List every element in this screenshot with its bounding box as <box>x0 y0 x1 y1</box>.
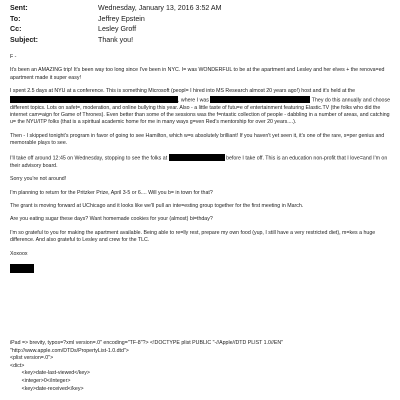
subject-value: Thank you! <box>98 35 134 44</box>
sent-value: Wednesday, January 13, 2016 3:52 AM <box>98 4 222 12</box>
conference-text-end: They do this annually and choose different topics. Lots on safet=, moderation, and online bullying this year. Also - a little taste of futu=e of entertainment featuring Elastic.TV (the folks who did the internet cam=aign for Game of Thrones). Even better than some of the sessions was the f=ntastic collection of people - dabbling in a number of areas, and catching u= the NYU/ITP folks (that is a spiritual academic home for me in many ways g=ven Red's mentorship for over 20 years....). <box>10 97 391 126</box>
paragraph-hamilton: Then - I skipped tonight's program in favor of going to see Hamilton, which w=s absolutely brilliant! If you haven't yet seen it, it's one of the rare, s=per genius and memorable plays to see. <box>10 132 385 147</box>
conference-text-start: I spent 2.5 days at NYU at a conference. This is something Microsoft (peopl= I hired into MS Research almost 20 years ago!) host and it's held at the <box>10 88 356 95</box>
paragraph-sorry: Sorry you're not around! <box>10 176 67 183</box>
paragraph-gratitude: I'm so grateful to you for making the apartment available. Being able to re=lly rest, prepare my own food (yup, I still have a very restricted diet), m=kes a huge difference. And also grateful to Lesley and crew for the TLC. <box>10 229 376 244</box>
departure-text-start: I'll take off around 12:45 on Wednesday, stopping to see the folks at <box>10 155 169 162</box>
redaction-bar <box>10 96 178 103</box>
xml-line: "http://www.apple.com/DTDs/PropertyList-1.0.dtd"> <box>10 347 129 354</box>
xml-footer <box>10 340 394 393</box>
xml-line: <key>date-received</key> <box>10 385 84 392</box>
subject-label: Subject: <box>10 35 38 44</box>
to-value: Jeffrey Epstein <box>98 14 145 23</box>
header-to-row <box>10 14 400 25</box>
xml-line: <plist version=.0"> <box>10 355 54 362</box>
redaction-bar <box>210 96 310 103</box>
sent-label: Sent: <box>10 4 28 12</box>
signature-redaction <box>10 264 34 273</box>
header-subject-row <box>10 35 400 46</box>
email-header <box>10 3 400 45</box>
to-label: To: <box>10 14 21 23</box>
cc-value: Lesley Groff <box>98 25 137 33</box>
paragraph-trip: It's been an AMAZING trip! It's been way too long since I've been in NYC. I= was WONDERFUL to be at the apartment and Lesley and her elves + the renova=ed apartment made it super easy! <box>10 67 385 81</box>
email-body <box>10 54 394 273</box>
paragraph-departure <box>10 154 394 170</box>
header-sent-row <box>10 3 400 14</box>
redaction-bar <box>169 154 225 161</box>
paragraph-cookies: Are you eating sugar these days? Want homemade cookies for your (almost) bi=thday? <box>10 216 213 223</box>
cc-label: Cc: <box>10 25 22 33</box>
sign-off: Xoxoox <box>10 250 28 257</box>
xml-line: iPad => brevity, typos=?xml version=.0" encoding="TF-8"?> <!DOCTYPE plist PUBLIC "-//Apple//DTD PLIST 1.0//EN" <box>10 340 284 346</box>
header-cc-row <box>10 24 400 35</box>
departure-text-end: before I take off. This is an education non-profit that I love=and I'm on their advisory board. <box>10 155 388 169</box>
xml-line: <dict> <box>10 362 25 369</box>
paragraph-conference <box>10 88 394 127</box>
paragraph-pritzker: I'm planning to return for the Pritzker Prize, April 3-5 or 6.... Will you b= in town for that? <box>10 189 213 196</box>
conference-text-mid: , where I was <box>178 97 209 104</box>
paragraph-grant: The grant is moving forward at UChicago and it looks like we'll pull an inte=esting group together for the first meeting in March. <box>10 202 304 209</box>
xml-line: <key>date-last-viewed</key> <box>10 370 90 377</box>
xml-line: <integer>0</integer> <box>10 377 71 384</box>
greeting: F - <box>10 54 17 60</box>
